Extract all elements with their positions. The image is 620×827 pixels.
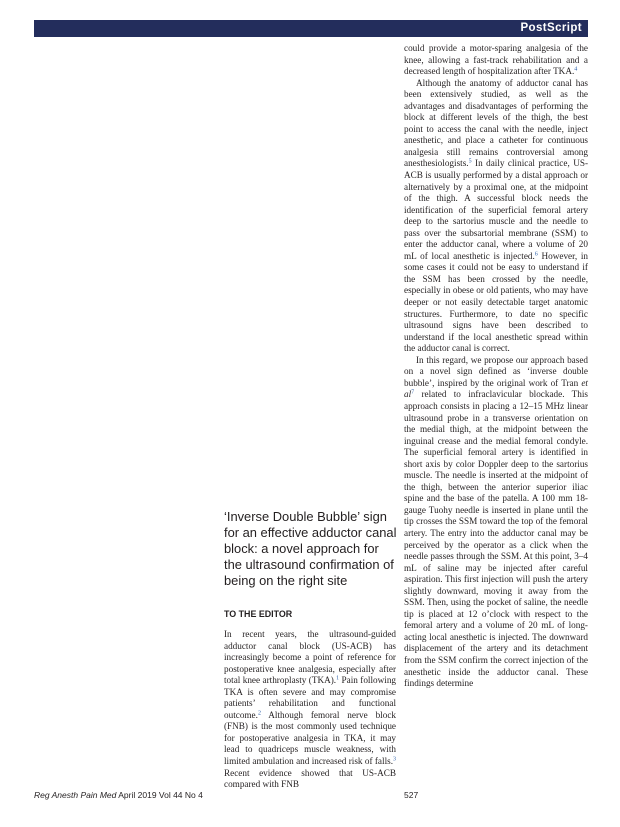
- section-heading: TO THE EDITOR: [224, 609, 293, 619]
- left-column: [224, 629, 396, 791]
- page-number: 527: [404, 790, 419, 800]
- paragraph: could provide a motor-sparing analgesia of the knee, allowing a fast-track rehabilitation and a decreased length of hospitalization after TKA.$^4$: [404, 43, 588, 77]
- issue-info: April 2019 Vol 44 No 4: [116, 790, 203, 800]
- paragraph: In this regard, we propose our approach based on a novel sign defined as ‘inverse double bubble’, inspired by the original work of Tran et $al^7$ related to infraclavicular blockade. This approach consists in placing a 12–15 MHz linear ultrasound probe in a transverse orientation on the medial thigh, at the midpoint between the inguinal crease and the medial femoral condyle. The superficial femoral artery is identified in short axis by color Doppler deep to the sartorius muscle. The needle is inserted at the midpoint of the thigh, between the anterior superior iliac spine and the base of the patella. A 100 mm 18-gauge Tuohy needle is inserted in plane until the tip crosses the SSM toward the top of the femoral artery. The entry into the adductor canal may be perceived by the operator as a click when the needle passes through the SSM. At this point, 3–4 mL of saline may be injected after careful aspiration. This first injection will push the artery slightly downward, moving it away from the SSM. Then, using the pocket of saline, the needle tip is placed at 12 o’clock with respect to the femoral artery and a volume of 20 mL of long-acting local anesthetic is injected. The downward displacement of the artery and its detachment from the SSM confirm the correct injection of the anesthetic inside the adductor canal. These findings determine: [404, 354, 588, 689]
- reference-link[interactable]: 7: [411, 389, 415, 396]
- reference-link[interactable]: 4: [574, 66, 578, 73]
- reference-link[interactable]: 3: [393, 756, 396, 763]
- paragraph: In recent years, the ultrasound-guided adductor canal block (US-ACB) has increasingly become a point of reference for postoperative knee analgesia, especially after total knee arthroplasty (TKA).$^1$ Pain following TKA is often severe and may compromise patients’ rehabilitation and functional outcome.$^2$ Although femoral nerve block (FNB) is the most commonly used technique for postoperative analgesia in TKA, it may lead to quadriceps muscle weakness, with limited ambulation and increased risk of falls.$^3$ Recent evidence showed that US-ACB compared with FNB: [224, 629, 397, 790]
- article-title: ‘Inverse Double Bubble’ sign for an effective adductor canal block: a novel approach for the ultrasound confirmation of being on the right site: [224, 509, 397, 588]
- right-column: [404, 43, 588, 690]
- reference-link[interactable]: 2: [257, 710, 261, 717]
- reference-link[interactable]: 1: [336, 675, 340, 682]
- reference-link[interactable]: 6: [534, 251, 538, 258]
- reference-link[interactable]: 5: [468, 158, 472, 165]
- section-label: PostScript: [520, 22, 582, 34]
- section-header-bar: [34, 20, 588, 37]
- journal-name: Reg Anesth Pain Med: [34, 790, 117, 800]
- footer-citation: [34, 790, 203, 800]
- paragraph: Although the anatomy of adductor canal has been extensively studied, as well as the advantages and disadvantages of performing the block at different levels of the thigh, the best point to access the canal with the needle, inject anesthetic, and place a catheter for continuous analgesia still remains controversial among anesthesiologists.$^5$ In daily clinical practice, US-ACB is usually performed by a distal approach or alternatively by a proximal one, at the midpoint of the thigh. A successful block needs the identification of the superficial femoral artery deep to the sartorius muscle and the needle to pass over the subsartorial membrane (SSM) to enter the adductor canal, where a volume of 20 mL of local anesthetic is injected.$^6$ However, in some cases it could not be easy to understand if the SSM has been crossed by the needle, especially in obese or old patients, who may have deeper or not easily detectable target anatomic structures. Furthermore, to date no specific ultrasound signs have been described to understand if the local anesthetic spread within the adductor canal is correct.: [404, 77, 588, 354]
